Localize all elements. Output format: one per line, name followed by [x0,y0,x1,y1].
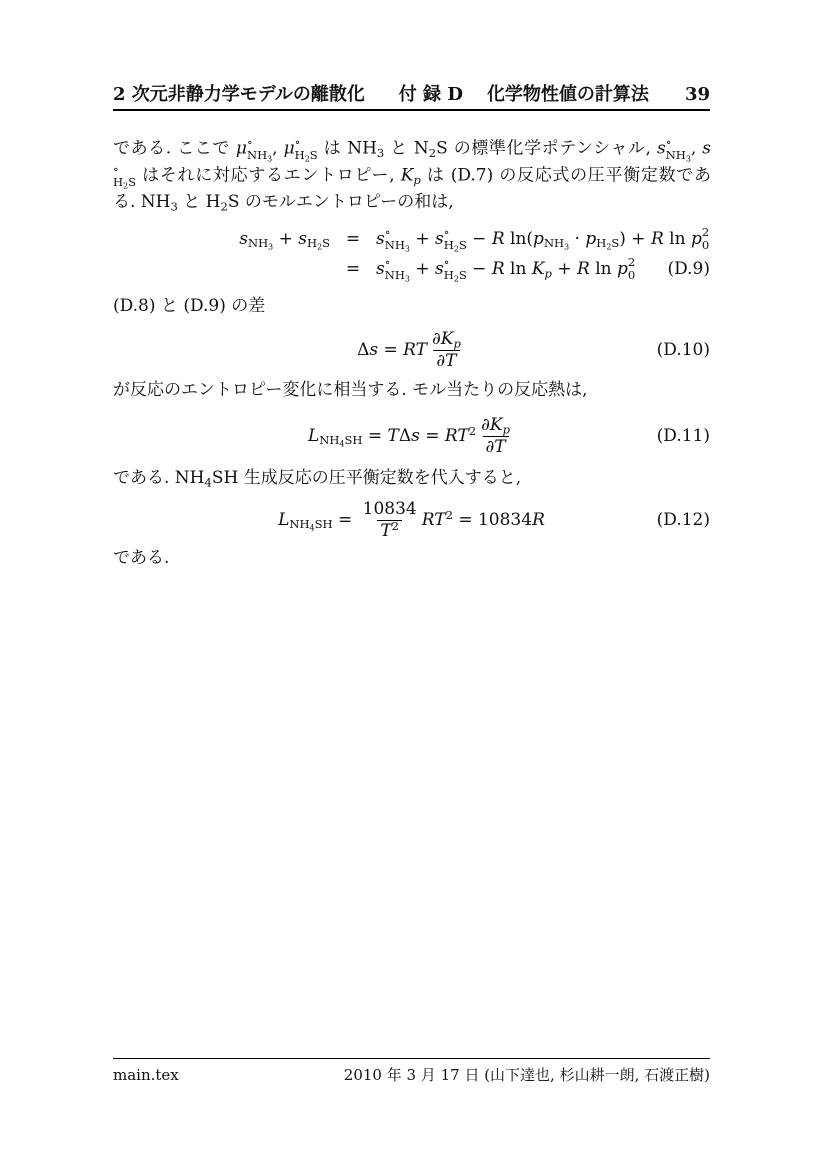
footer-filename: main.tex [113,1066,179,1084]
running-head-left: 2 次元非静力学モデルの離散化 [113,84,365,105]
equation-tag-d11: (D.11) [656,426,710,446]
body-paragraph-5: である. [113,548,170,568]
body-paragraph-4: である. $NH_4SH$ 生成反応の圧平衡定数を代入すると, [113,468,522,490]
body-paragraph-2: (D.8) と (D.9) の差 [113,296,266,316]
eq-d9-equals-2: = [345,259,361,279]
page-footer [113,1058,710,1085]
eq-d9-rhs-2: s ∘ $NH_3$ + s ∘ $H_2S$ − R $\ln K_p + R$ ln p 2 0 [376,255,636,284]
equation-d9-line-2 [113,254,710,284]
eq-d11-expression: $L_{NH_4SH} = T\Delta s = RT^2$ $\frac{\partial K_p}{\partial T}$ [307,414,511,457]
eq-d10-expression: Δs = RT $\frac{\partial K_p}{\partial T}$ [357,328,461,371]
eq-d12-expression: $L_{NH_4SH}$ = $\frac{10834}{T^2}$ $RT^2 = 10834R$ [278,498,545,541]
appendix-title: 化学物性値の計算法 [486,84,649,105]
equation-d9 [113,224,710,284]
equation-tag-d9: (D.9) [667,259,710,279]
eq-d9-rhs-1: s ∘ $NH_3$ + s ∘ $H_2S$ − R $\ln(p_{NH_3} \cdot p_{H_2S}) + R$ ln p 2 0 [376,225,710,254]
equation-tag-d10: (D.10) [656,340,710,360]
running-head-right [399,84,710,106]
equation-d11 [113,414,710,458]
equation-d9-line-1 [113,224,710,254]
appendix-label: 付 録 D [398,84,463,105]
eq-d9-equals-1: = [345,229,361,249]
equation-tag-d12: (D.12) [656,510,710,530]
page-header [113,84,710,111]
footer-date-authors: 2010 年 3 月 17 日 (山下達也, 杉山耕一朗, 石渡正樹) [343,1066,710,1084]
equation-d10 [113,328,710,372]
body-paragraph-1: である. ここで μ ∘ $NH_3$ , μ ∘ $H_2S$ は $NH_3$ と $N_2S$ の標準化学ポテンシャル, s ∘ $NH_3$ , s ∘ $H_2S$ はそれに対応するエントロピー, $K_p$ は (D.7) の反応式の圧平衡定数である. $NH_3$ と $H_2S$ のモルエントロピーの和は, [113,135,712,214]
eq-d9-lhs: $s_{NH_3} + s_{H_2S}$ [239,229,330,252]
page-number: 39 [684,84,710,105]
body-paragraph-3: が反応のエントロピー変化に相当する. モル当たりの反応熱は, [113,380,588,400]
equation-d12 [113,498,710,542]
